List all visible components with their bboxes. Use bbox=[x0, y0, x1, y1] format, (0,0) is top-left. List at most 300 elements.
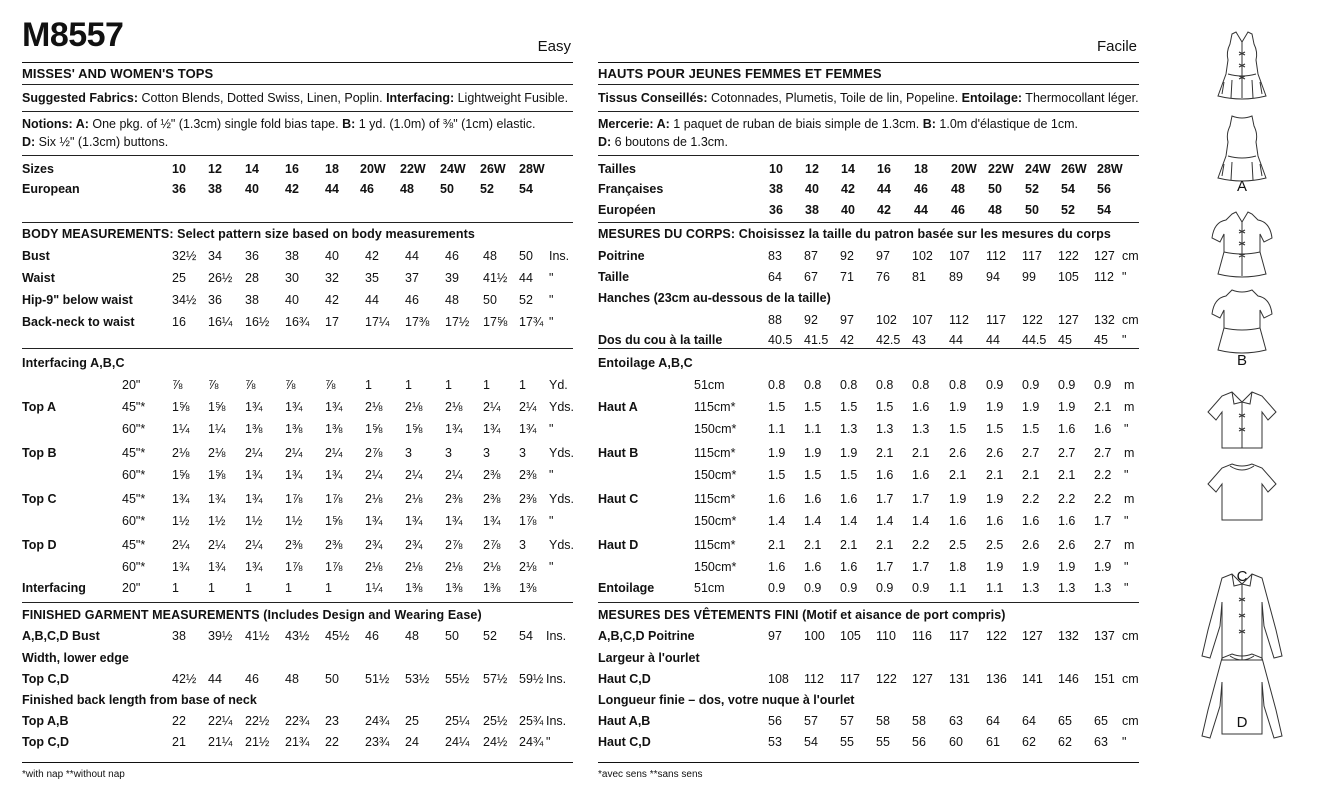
unit: m bbox=[1124, 538, 1135, 552]
size-row bbox=[598, 161, 1139, 177]
cell-value: 81 bbox=[912, 270, 926, 284]
cell-value: 1.1 bbox=[768, 422, 786, 436]
cell-value: 2⅛ bbox=[405, 400, 423, 414]
size-value: 18 bbox=[914, 162, 928, 176]
cell-value: 48 bbox=[285, 672, 299, 686]
size-value: 46 bbox=[951, 203, 965, 217]
cell-value: 1.6 bbox=[1058, 514, 1076, 528]
fabric-width: 60"* bbox=[122, 468, 146, 482]
cell-value: 56 bbox=[768, 714, 782, 728]
fabric-width: 150cm* bbox=[694, 560, 737, 574]
cell-value: 1.9 bbox=[986, 400, 1004, 414]
cell-value: 131 bbox=[949, 672, 970, 686]
table-row bbox=[22, 671, 573, 687]
unit: " bbox=[1122, 333, 1127, 347]
view-label-d: D bbox=[1236, 714, 1248, 731]
unit: cm bbox=[1122, 249, 1139, 263]
cell-value: 1.6 bbox=[876, 468, 894, 482]
size-row bbox=[598, 181, 1139, 197]
cell-value: 1.9 bbox=[949, 400, 967, 414]
cell-value: 30 bbox=[285, 271, 299, 285]
size-value: 54 bbox=[1097, 203, 1111, 217]
unit: m bbox=[1124, 400, 1135, 414]
cell-value: 24 bbox=[405, 735, 419, 749]
cell-value: 1.3 bbox=[1094, 581, 1112, 595]
cell-value: 2.1 bbox=[1058, 468, 1076, 482]
cell-value: 71 bbox=[840, 270, 854, 284]
size-row bbox=[598, 202, 1139, 218]
size-value: 10 bbox=[172, 162, 186, 176]
cell-value: 87 bbox=[804, 249, 818, 263]
puff-sleeve-top-b-icon bbox=[1206, 210, 1278, 282]
cell-value: 1⅝ bbox=[405, 422, 423, 436]
cell-value: 1¾ bbox=[208, 492, 226, 506]
cell-value: 2⅜ bbox=[325, 538, 343, 552]
table-row bbox=[598, 269, 1139, 285]
row-label: Haut C,D bbox=[598, 672, 651, 686]
puff-sleeve-top-b-back-icon bbox=[1206, 286, 1278, 358]
cell-value: 1.6 bbox=[840, 492, 858, 506]
table-row bbox=[22, 734, 573, 750]
cell-value: 0.9 bbox=[986, 378, 1004, 392]
cell-value: 1.1 bbox=[986, 581, 1004, 595]
cell-value: 2.1 bbox=[876, 538, 894, 552]
cell-value: 42 bbox=[325, 293, 339, 307]
cell-value: 1¾ bbox=[285, 468, 303, 482]
fabric-width: 150cm* bbox=[694, 514, 737, 528]
size-value: 54 bbox=[519, 182, 533, 196]
cell-value: 2⅜ bbox=[285, 538, 303, 552]
cell-value: 112 bbox=[986, 249, 1006, 263]
size-value: 42 bbox=[877, 203, 891, 217]
table-row bbox=[22, 467, 573, 483]
cell-value: 1.9 bbox=[1058, 560, 1076, 574]
cell-value: 89 bbox=[949, 270, 963, 284]
cell-value: 1¾ bbox=[445, 422, 463, 436]
cell-value: 64 bbox=[768, 270, 782, 284]
unit: " bbox=[549, 271, 554, 285]
notions-fr: Mercerie: A: 1 paquet de ruban de biais simple de 1.3cm. B: 1.0m d'élastique de 1cm. bbox=[598, 117, 1078, 131]
cell-value: 1⅝ bbox=[208, 400, 226, 414]
cell-value: 1.9 bbox=[1058, 400, 1076, 414]
cell-value: 2⅛ bbox=[365, 400, 383, 414]
short-sleeve-top-c-back-icon bbox=[1204, 460, 1280, 524]
cell-value: 1¾ bbox=[245, 492, 263, 506]
size-value: 44 bbox=[325, 182, 339, 196]
unit: Yd. bbox=[549, 378, 568, 392]
cell-value: 43 bbox=[912, 333, 926, 347]
cell-value: 1.5 bbox=[804, 468, 822, 482]
cell-value: 1.9 bbox=[804, 446, 822, 460]
cell-value: ⅞ bbox=[285, 378, 296, 392]
cell-value: 1.6 bbox=[912, 468, 930, 482]
cell-value: 3 bbox=[519, 538, 526, 552]
cell-value: 2⅛ bbox=[208, 446, 226, 460]
cell-value: 1⅜ bbox=[445, 581, 463, 595]
table-row bbox=[598, 559, 1139, 575]
cell-value: 1 bbox=[245, 581, 252, 595]
cell-value: 22½ bbox=[245, 714, 270, 728]
cell-value: 1.3 bbox=[1058, 581, 1076, 595]
cell-value: 2¼ bbox=[519, 400, 537, 414]
cell-value: 141 bbox=[1022, 672, 1043, 686]
cell-value: 1 bbox=[483, 378, 490, 392]
cell-value: 46 bbox=[365, 629, 379, 643]
cell-value: 53 bbox=[768, 735, 782, 749]
size-value: 12 bbox=[805, 162, 819, 176]
cell-value: 1.3 bbox=[1022, 581, 1040, 595]
row-label: Françaises bbox=[598, 182, 664, 196]
cell-value: 34½ bbox=[172, 293, 197, 307]
unit: " bbox=[1124, 581, 1129, 595]
cell-value: 2⅜ bbox=[445, 492, 463, 506]
cell-value: 137 bbox=[1094, 629, 1115, 643]
row-label: Haut D bbox=[598, 538, 639, 552]
cell-value: 108 bbox=[768, 672, 789, 686]
cell-value: 22¾ bbox=[285, 714, 310, 728]
fabric-width: 45"* bbox=[122, 400, 146, 414]
cell-value: 64 bbox=[1022, 714, 1036, 728]
unit: cm bbox=[1122, 714, 1139, 728]
cell-value: 52 bbox=[483, 629, 497, 643]
row-label: Longueur finie – dos, votre nuque à l'ourlet bbox=[598, 693, 855, 707]
cell-value: 112 bbox=[1094, 270, 1114, 284]
row-label: Top B bbox=[22, 446, 57, 460]
size-value: 46 bbox=[360, 182, 374, 196]
cell-value: 2.5 bbox=[986, 538, 1004, 552]
cell-value: 2¼ bbox=[325, 446, 343, 460]
cell-value: 1⅜ bbox=[483, 581, 501, 595]
cell-value: 1.3 bbox=[840, 422, 858, 436]
cell-value: 1½ bbox=[245, 514, 263, 528]
notions-d-fr: D: 6 boutons de 1.3cm. bbox=[598, 135, 728, 149]
fabric-width: 20" bbox=[122, 581, 141, 595]
cell-value: 46 bbox=[405, 293, 419, 307]
cell-value: 48 bbox=[405, 629, 419, 643]
size-value: 40 bbox=[805, 182, 819, 196]
table-row bbox=[22, 692, 573, 708]
cell-value: 0.8 bbox=[804, 378, 822, 392]
cell-value: 1.7 bbox=[912, 560, 930, 574]
unit: Yds. bbox=[549, 446, 575, 460]
cell-value: 2⅞ bbox=[483, 538, 501, 552]
cell-value: 34 bbox=[208, 249, 222, 263]
cell-value: 2¼ bbox=[365, 468, 383, 482]
cell-value: 17⅜ bbox=[405, 315, 430, 329]
interfacing-heading: Interfacing A,B,C bbox=[22, 356, 125, 370]
cell-value: 42 bbox=[365, 249, 379, 263]
cell-value: 1.5 bbox=[768, 468, 786, 482]
cell-value: 25 bbox=[405, 714, 419, 728]
pattern-code: M8557 bbox=[22, 16, 124, 54]
size-value: 44 bbox=[914, 203, 928, 217]
cell-value: 92 bbox=[804, 313, 818, 327]
row-label: Top A,B bbox=[22, 714, 69, 728]
cell-value: 26½ bbox=[208, 271, 233, 285]
cell-value: 2.1 bbox=[912, 446, 930, 460]
cell-value: 1.9 bbox=[1094, 560, 1112, 574]
unit: Yds. bbox=[549, 400, 575, 414]
notions: Notions: A: One pkg. of ½" (1.3cm) single fold bias tape. B: 1 yd. (1.0m) of ⅜" (1cm) elastic. bbox=[22, 117, 536, 131]
row-label: Sizes bbox=[22, 162, 54, 176]
row-label: Waist bbox=[22, 271, 55, 285]
cell-value: 110 bbox=[876, 629, 896, 643]
cell-value: ⅞ bbox=[208, 378, 219, 392]
size-value: 36 bbox=[769, 203, 783, 217]
table-row bbox=[598, 248, 1139, 264]
cell-value: 54 bbox=[804, 735, 818, 749]
size-value: 18 bbox=[325, 162, 339, 176]
cell-value: 17¼ bbox=[365, 315, 390, 329]
view-label-b: B bbox=[1236, 352, 1247, 369]
cell-value: 122 bbox=[876, 672, 897, 686]
sleeveless-top-a-back-icon bbox=[1214, 112, 1270, 186]
cell-value: 97 bbox=[768, 629, 782, 643]
cell-value: 0.8 bbox=[949, 378, 967, 392]
cell-value: 1 bbox=[285, 581, 292, 595]
row-label: Entoilage bbox=[598, 581, 655, 595]
cell-value: 1⅝ bbox=[325, 514, 343, 528]
cell-value: 1¾ bbox=[172, 560, 190, 574]
row-label: Interfacing bbox=[22, 581, 86, 595]
cell-value: 25¾ bbox=[519, 714, 544, 728]
cell-value: 1 bbox=[208, 581, 215, 595]
cell-value: 0.9 bbox=[1094, 378, 1112, 392]
row-label: Taille bbox=[598, 270, 630, 284]
cell-value: 57 bbox=[840, 714, 854, 728]
cell-value: 1¾ bbox=[519, 422, 537, 436]
table-row bbox=[598, 467, 1139, 483]
table-row bbox=[598, 650, 1139, 666]
table-row bbox=[598, 312, 1139, 328]
cell-value: 88 bbox=[768, 313, 782, 327]
cell-value: 122 bbox=[1058, 249, 1079, 263]
unit: cm bbox=[1122, 672, 1139, 686]
row-label: Top C,D bbox=[22, 735, 69, 749]
unit: Ins. bbox=[546, 672, 567, 686]
cell-value: 2⅛ bbox=[365, 560, 383, 574]
size-value: 50 bbox=[988, 182, 1002, 196]
cell-value: 41.5 bbox=[804, 333, 829, 347]
row-label: Top C,D bbox=[22, 672, 69, 686]
row-label: Européen bbox=[598, 203, 656, 217]
row-label: Haut A,B bbox=[598, 714, 651, 728]
row-label: Finished back length from base of neck bbox=[22, 693, 257, 707]
unit: " bbox=[1124, 514, 1129, 528]
cell-value: 1⅞ bbox=[325, 492, 343, 506]
cell-value: 42 bbox=[840, 333, 854, 347]
cell-value: 1⅞ bbox=[285, 560, 303, 574]
cell-value: 41½ bbox=[245, 629, 270, 643]
cell-value: 1¾ bbox=[365, 514, 383, 528]
cell-value: 2.1 bbox=[840, 538, 858, 552]
cell-value: 38 bbox=[172, 629, 186, 643]
cell-value: 2⅛ bbox=[519, 560, 537, 574]
cell-value: 2⅜ bbox=[519, 468, 537, 482]
cell-value: 21 bbox=[172, 735, 186, 749]
table-row bbox=[22, 580, 573, 596]
cell-value: 102 bbox=[912, 249, 933, 263]
cell-value: 2.2 bbox=[1094, 468, 1112, 482]
cell-value: 2.7 bbox=[1094, 538, 1112, 552]
cell-value: 117 bbox=[949, 629, 969, 643]
fabric-width: 51cm bbox=[694, 581, 725, 595]
cell-value: 127 bbox=[1058, 313, 1079, 327]
cell-value: 2.7 bbox=[1022, 446, 1040, 460]
size-value: 50 bbox=[440, 182, 454, 196]
row-label: Back-neck to waist bbox=[22, 315, 135, 329]
cell-value: 16½ bbox=[245, 315, 270, 329]
cell-value: 102 bbox=[876, 313, 897, 327]
cell-value: 46 bbox=[245, 672, 259, 686]
cell-value: 122 bbox=[986, 629, 1007, 643]
cell-value: 122 bbox=[1022, 313, 1043, 327]
cell-value: 21½ bbox=[245, 735, 270, 749]
cell-value: 25¼ bbox=[445, 714, 470, 728]
table-row bbox=[598, 537, 1139, 553]
section-title: MISSES' AND WOMEN'S TOPS bbox=[22, 66, 214, 81]
cell-value: 97 bbox=[876, 249, 890, 263]
cell-value: 1.9 bbox=[840, 446, 858, 460]
unit: Yds. bbox=[549, 492, 575, 506]
unit: " bbox=[549, 468, 554, 482]
unit: " bbox=[1124, 468, 1129, 482]
size-value: 38 bbox=[769, 182, 783, 196]
row-label: Haut A bbox=[598, 400, 638, 414]
cell-value: 43½ bbox=[285, 629, 310, 643]
cell-value: 107 bbox=[949, 249, 970, 263]
table-row bbox=[598, 290, 1139, 306]
long-sleeve-top-d-back-icon bbox=[1196, 650, 1288, 746]
cell-value: 1.5 bbox=[949, 422, 967, 436]
cell-value: 48 bbox=[445, 293, 459, 307]
cell-value: 2.1 bbox=[1094, 400, 1112, 414]
size-value: 56 bbox=[1097, 182, 1111, 196]
cell-value: 2¾ bbox=[365, 538, 383, 552]
cell-value: 1.5 bbox=[986, 422, 1004, 436]
fabric-width: 60"* bbox=[122, 422, 146, 436]
suggested-fabrics-fr: Tissus Conseillés: Cotonnades, Plumetis, Toile de lin, Popeline. Entoilage: Thermocollant léger. bbox=[598, 91, 1139, 105]
fabric-width: 150cm* bbox=[694, 422, 737, 436]
row-label: Bust bbox=[22, 249, 50, 263]
cell-value: 2¼ bbox=[285, 446, 303, 460]
cell-value: 116 bbox=[912, 629, 932, 643]
size-value: 50 bbox=[1025, 203, 1039, 217]
unit: " bbox=[546, 735, 551, 749]
cell-value: 3 bbox=[483, 446, 490, 460]
cell-value: 3 bbox=[445, 446, 452, 460]
cell-value: 65 bbox=[1094, 714, 1108, 728]
cell-value: 61 bbox=[986, 735, 1000, 749]
cell-value: 1.4 bbox=[876, 514, 894, 528]
cell-value: 1 bbox=[172, 581, 179, 595]
size-value: 16 bbox=[285, 162, 299, 176]
unit: Ins. bbox=[546, 714, 567, 728]
finished-heading-fr: MESURES DES VÊTEMENTS FINI (Motif et aisance de port compris) bbox=[598, 608, 1006, 622]
cell-value: 1.5 bbox=[804, 400, 822, 414]
cell-value: 40.5 bbox=[768, 333, 793, 347]
cell-value: 16¾ bbox=[285, 315, 310, 329]
cell-value: 1.6 bbox=[768, 560, 786, 574]
size-value: 22W bbox=[988, 162, 1014, 176]
size-value: 40 bbox=[841, 203, 855, 217]
size-value: 28W bbox=[519, 162, 545, 176]
cell-value: 117 bbox=[840, 672, 860, 686]
cell-value: 48 bbox=[483, 249, 497, 263]
cell-value: 16¼ bbox=[208, 315, 233, 329]
cell-value: 51½ bbox=[365, 672, 390, 686]
table-row bbox=[598, 491, 1139, 507]
cell-value: 1¾ bbox=[325, 468, 343, 482]
cell-value: 112 bbox=[949, 313, 969, 327]
cell-value: 52 bbox=[519, 293, 533, 307]
size-value: 42 bbox=[285, 182, 299, 196]
unit: " bbox=[1124, 560, 1129, 574]
row-label: Width, lower edge bbox=[22, 651, 129, 665]
cell-value: 127 bbox=[912, 672, 933, 686]
row-label: Poitrine bbox=[598, 249, 645, 263]
cell-value: 35 bbox=[365, 271, 379, 285]
cell-value: 0.9 bbox=[1058, 378, 1076, 392]
table-row bbox=[598, 332, 1139, 348]
cell-value: 2.2 bbox=[1058, 492, 1076, 506]
cell-value: 1.1 bbox=[949, 581, 967, 595]
unit: " bbox=[549, 293, 554, 307]
cell-value: 1¾ bbox=[285, 400, 303, 414]
cell-value: 1½ bbox=[208, 514, 226, 528]
section-title-fr: HAUTS POUR JEUNES FEMMES ET FEMMES bbox=[598, 66, 882, 81]
cell-value: 2⅛ bbox=[445, 400, 463, 414]
table-row bbox=[22, 713, 573, 729]
cell-value: 1.6 bbox=[804, 560, 822, 574]
cell-value: 59½ bbox=[519, 672, 544, 686]
fabric-width: 45"* bbox=[122, 446, 146, 460]
cell-value: 1¾ bbox=[172, 492, 190, 506]
cell-value: 3 bbox=[519, 446, 526, 460]
row-label: Tailles bbox=[598, 162, 636, 176]
sleeveless-top-a-icon bbox=[1214, 30, 1270, 104]
row-label: Top D bbox=[22, 538, 57, 552]
cell-value: 42½ bbox=[172, 672, 197, 686]
size-value: 26W bbox=[480, 162, 506, 176]
cell-value: 2¼ bbox=[483, 400, 501, 414]
cell-value: 2.1 bbox=[804, 538, 822, 552]
cell-value: 2.1 bbox=[986, 468, 1004, 482]
size-value: 52 bbox=[1025, 182, 1039, 196]
cell-value: 2.2 bbox=[1094, 492, 1112, 506]
cell-value: 1¾ bbox=[325, 400, 343, 414]
row-label: Haut C,D bbox=[598, 735, 651, 749]
cell-value: 24¾ bbox=[365, 714, 390, 728]
cell-value: 44 bbox=[208, 672, 222, 686]
cell-value: 1.5 bbox=[768, 400, 786, 414]
cell-value: 1.7 bbox=[876, 492, 894, 506]
cell-value: 37 bbox=[405, 271, 419, 285]
cell-value: 1⅝ bbox=[172, 400, 190, 414]
cell-value: 1.8 bbox=[949, 560, 967, 574]
cell-value: 2⅜ bbox=[483, 492, 501, 506]
cell-value: 41½ bbox=[483, 271, 508, 285]
cell-value: 76 bbox=[876, 270, 890, 284]
table-row bbox=[22, 292, 573, 308]
table-row bbox=[598, 399, 1139, 415]
cell-value: 17 bbox=[325, 315, 339, 329]
cell-value: 97 bbox=[840, 313, 854, 327]
cell-value: 107 bbox=[912, 313, 933, 327]
cell-value: 1¾ bbox=[208, 560, 226, 574]
unit: " bbox=[1122, 270, 1127, 284]
cell-value: 0.9 bbox=[912, 581, 930, 595]
